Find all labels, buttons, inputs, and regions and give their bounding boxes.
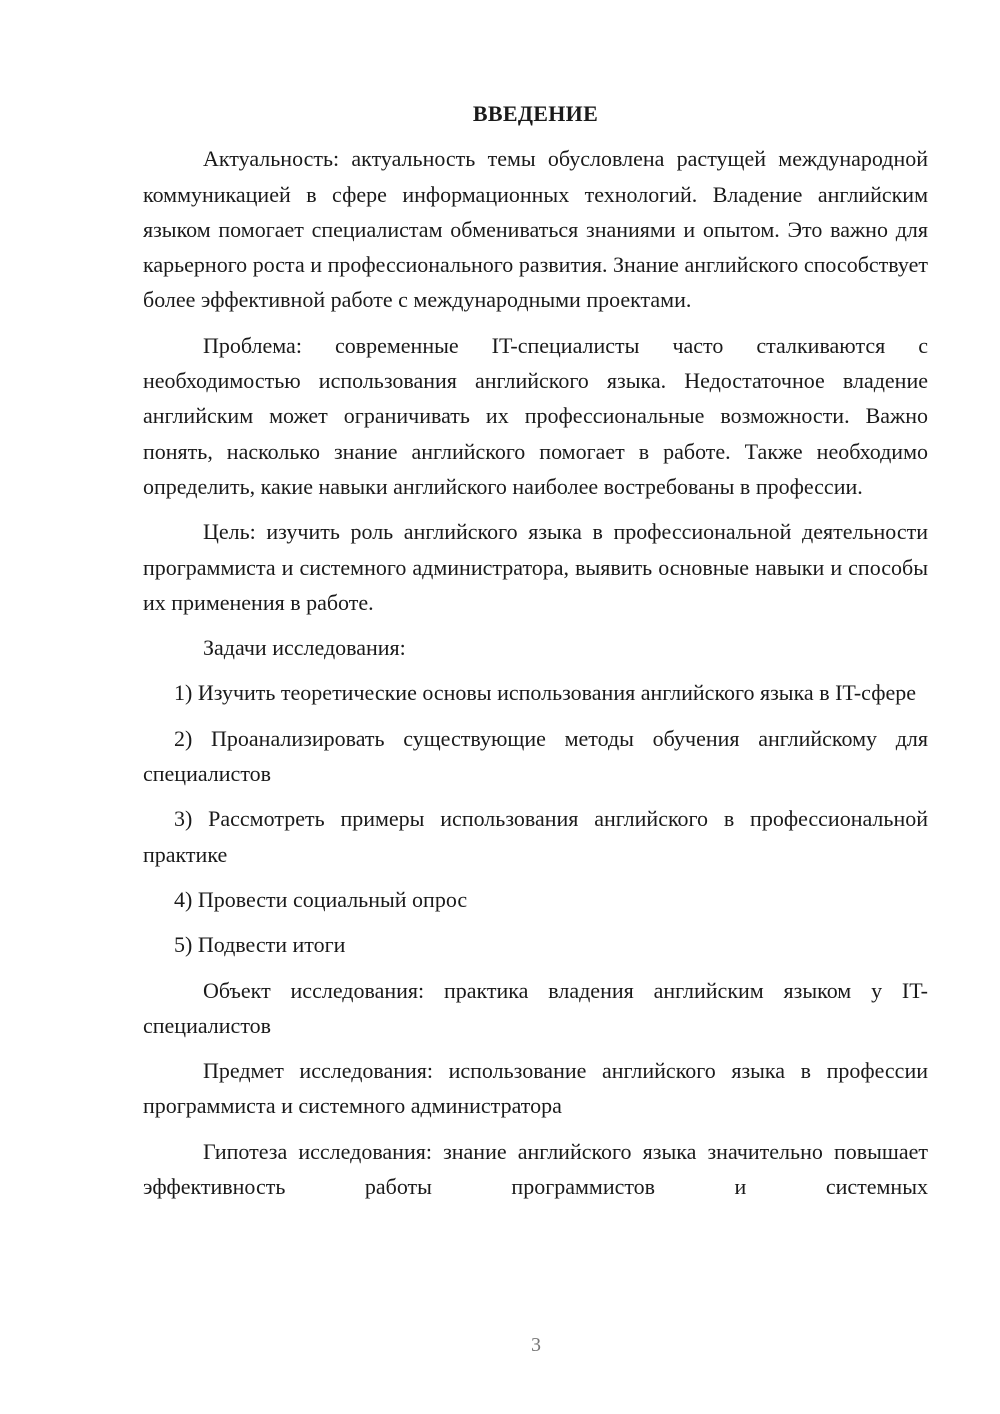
paragraph-goal: Цель: изучить роль английского языка в профессиональной деятельности программиста и системного администратора, выявить основные навыки и способы их применения в работе.: [143, 519, 928, 615]
paragraph-tasks-intro: Задачи исследования:: [203, 635, 406, 661]
page-title: ВВЕДЕНИЕ: [472, 101, 599, 126]
paragraph-relevance: Актуальность: актуальность темы обусловлена растущей международной коммуникацией в сфере информационных технологий. Владение английским языком помогает специалистам обмениваться знаниями и опытом. Это важно для карьерного роста и профессионального развития. Знание английского способствует более эффективной работе с международными проектами.: [143, 146, 928, 313]
list-item-task-3: 3) Рассмотреть примеры использования английского в профессиональной практике: [143, 806, 928, 867]
paragraph-problem: Проблема: современные IT-специалисты часто сталкиваются с необходимостью использования английского языка. Недостаточное владение английским может ограничивать их профессиональные возможности. Важно понять, насколько знание английского помогает в работе. Также необходимо определить, какие навыки английского наиболее востребованы в профессии.: [143, 332, 928, 499]
document-page: [143, 96, 928, 1214]
list-item-task-5: 5) Подвести итоги: [174, 932, 346, 958]
paragraph-object: Объект исследования: практика владения английским языком у IT-специалистов: [143, 977, 928, 1038]
list-item-task-4: 4) Провести социальный опрос: [174, 886, 468, 912]
paragraph-hypothesis: Гипотеза исследования: знание английского языка значительно повышает эффективность работы программистов и системных: [143, 1138, 928, 1200]
list-item-task-2: 2) Проанализировать существующие методы обучения английскому для специалистов: [143, 725, 928, 787]
paragraph-subject: Предмет исследования: использование английского языка в профессии программиста и системного администратора: [143, 1058, 928, 1119]
list-item-task-1: 1) Изучить теоретические основы использования английского языка в IT-сфере: [174, 680, 916, 706]
page-number: 3: [531, 1334, 541, 1356]
